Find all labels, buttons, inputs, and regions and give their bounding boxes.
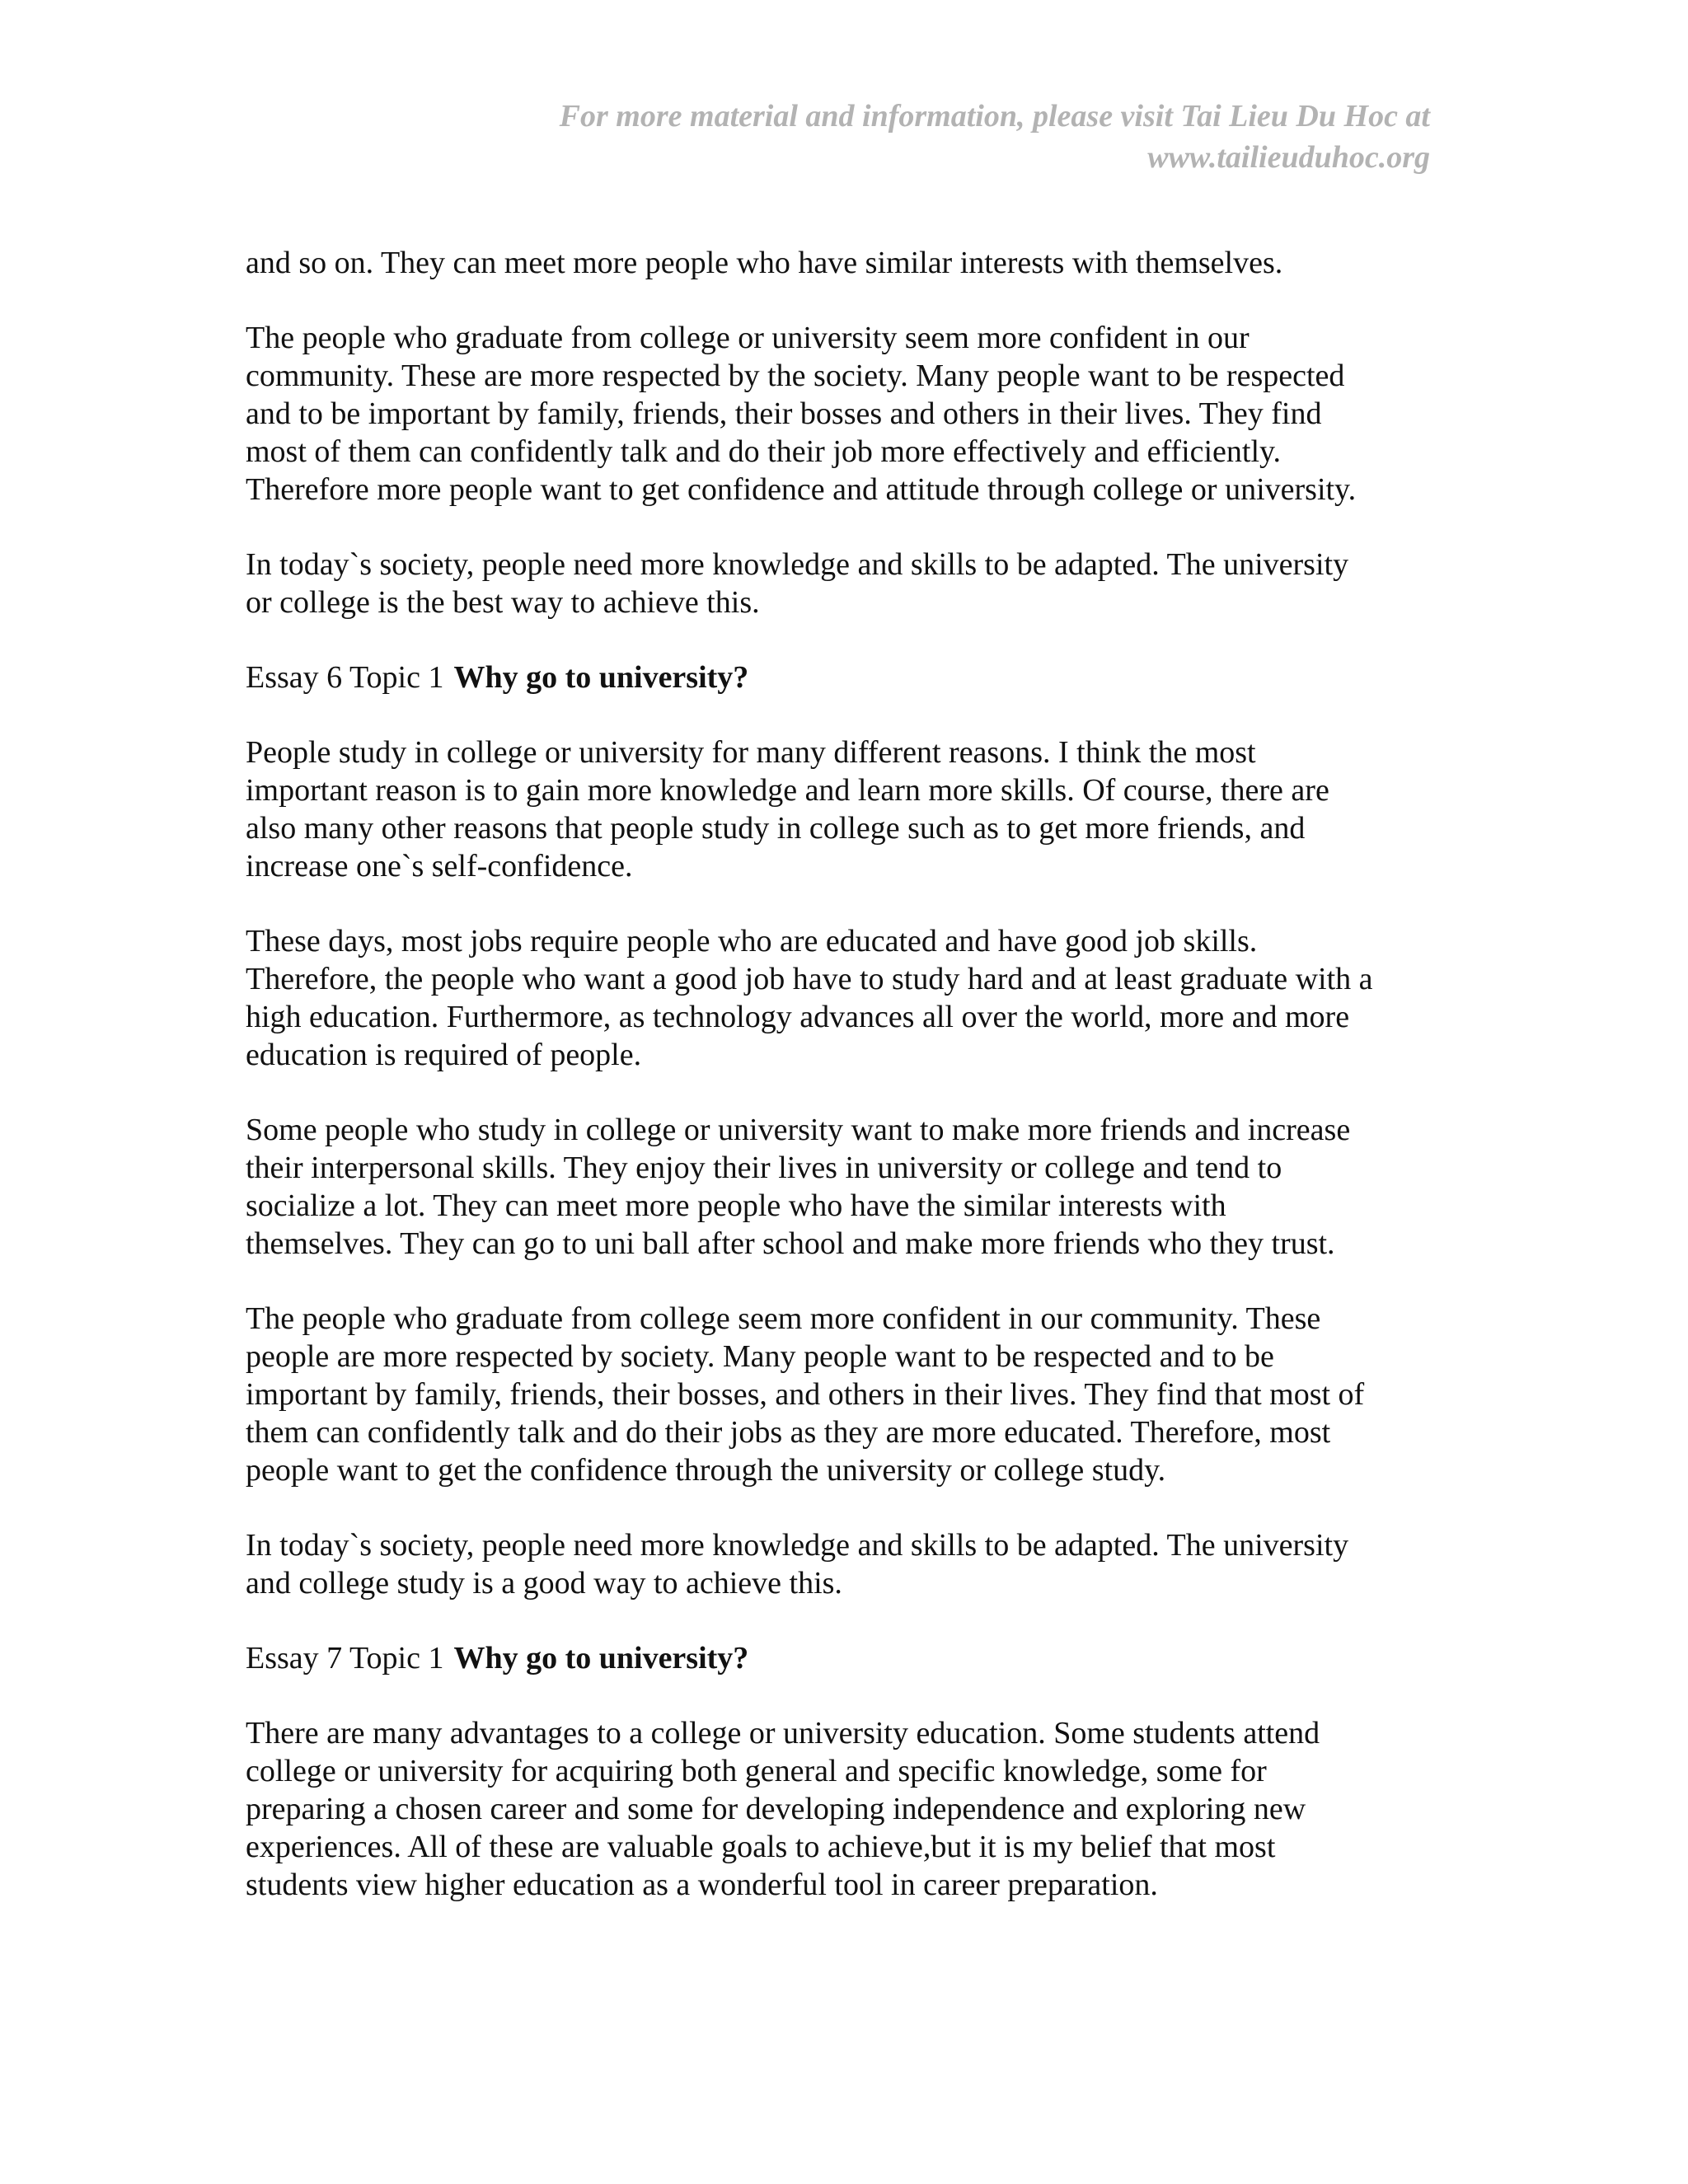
document-body xyxy=(246,244,1441,1941)
paragraph xyxy=(246,1111,1441,1263)
text-line: people want to get the confidence through the university or college study. xyxy=(246,1453,1166,1488)
essay-heading xyxy=(246,658,1441,696)
text-line: In today`s society, people need more knowledge and skills to be adapted. The university xyxy=(246,1528,1349,1563)
text-line: and college study is a good way to achieve this. xyxy=(246,1566,842,1601)
text-line: also many other reasons that people study in college such as to get more friends, and xyxy=(246,811,1306,846)
text-line: them can confidently talk and do their jobs as they are more educated. Therefore, most xyxy=(246,1415,1331,1450)
text-line: and to be important by family, friends, their bosses and others in their lives. They find xyxy=(246,396,1322,431)
paragraph xyxy=(246,1714,1441,1904)
text-line: most of them can confidently talk and do their job more effectively and efficiently. xyxy=(246,434,1282,469)
text-line: important reason is to gain more knowledge and learn more skills. Of course, there are xyxy=(246,773,1329,808)
essay-title: Why go to university? xyxy=(453,1641,749,1675)
text-line: college or university for acquiring both general and specific knowledge, some for xyxy=(246,1754,1267,1788)
essay-label: Essay 6 Topic 1 xyxy=(246,660,444,695)
text-line: The people who graduate from college seem more confident in our community. These xyxy=(246,1301,1321,1336)
text-line: people are more respected by society. Many people want to be respected and to be xyxy=(246,1339,1274,1374)
essay-heading xyxy=(246,1639,1441,1677)
text-line: Some people who study in college or university want to make more friends and increase xyxy=(246,1113,1351,1147)
header-line: For more material and information, please visit Tai Lieu Du Hoc at xyxy=(559,99,1430,134)
text-line: students view higher education as a wonderful tool in career preparation. xyxy=(246,1868,1158,1902)
text-line: preparing a chosen career and some for developing independence and exploring new xyxy=(246,1792,1306,1826)
text-line: and so on. They can meet more people who have similar interests with themselves. xyxy=(246,246,1283,280)
text-line: community. These are more respected by the society. Many people want to be respected xyxy=(246,359,1345,393)
header-url: www.tailieuduhoc.org xyxy=(1147,140,1430,175)
paragraph xyxy=(246,319,1441,509)
text-line: experiences. All of these are valuable goals to achieve,but it is my belief that most xyxy=(246,1830,1276,1864)
text-line: The people who graduate from college or university seem more confident in our xyxy=(246,321,1250,355)
paragraph xyxy=(246,922,1441,1074)
paragraph xyxy=(246,733,1441,885)
text-line: high education. Furthermore, as technology advances all over the world, more and more xyxy=(246,1000,1350,1034)
text-line: increase one`s self-confidence. xyxy=(246,849,633,883)
text-line: or college is the best way to achieve this. xyxy=(246,585,760,620)
header-note xyxy=(359,96,1430,178)
text-line: In today`s society, people need more knowledge and skills to be adapted. The university xyxy=(246,547,1349,582)
text-line: Therefore, the people who want a good job have to study hard and at least graduate with a xyxy=(246,962,1373,996)
text-line: These days, most jobs require people who are educated and have good job skills. xyxy=(246,924,1258,958)
text-line: People study in college or university for many different reasons. I think the most xyxy=(246,735,1256,770)
text-line: education is required of people. xyxy=(246,1038,642,1072)
text-line: themselves. They can go to uni ball after school and make more friends who they trust. xyxy=(246,1226,1335,1261)
paragraph xyxy=(246,244,1441,282)
text-line: important by family, friends, their bosses, and others in their lives. They find that most of xyxy=(246,1377,1365,1412)
text-line: Therefore more people want to get confidence and attitude through college or university. xyxy=(246,472,1357,507)
text-line: their interpersonal skills. They enjoy their lives in university or college and tend to xyxy=(246,1151,1282,1185)
text-line: socialize a lot. They can meet more people who have the similar interests with xyxy=(246,1188,1226,1223)
essay-title: Why go to university? xyxy=(453,660,749,695)
paragraph xyxy=(246,546,1441,621)
essay-label: Essay 7 Topic 1 xyxy=(246,1641,444,1675)
text-line: There are many advantages to a college or university education. Some students attend xyxy=(246,1716,1320,1750)
paragraph xyxy=(246,1526,1441,1602)
paragraph xyxy=(246,1300,1441,1489)
